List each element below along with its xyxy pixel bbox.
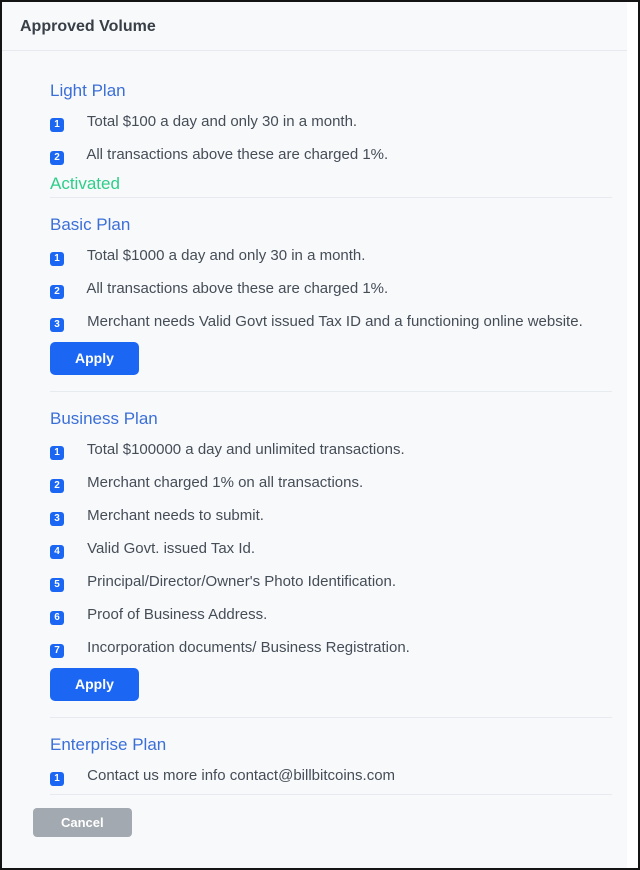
apply-button[interactable]: Apply: [50, 342, 139, 375]
scrollbar-gutter: [627, 2, 638, 868]
plan-item: [50, 473, 612, 493]
plans: [50, 80, 612, 795]
item-number-badge-icon: 3: [50, 318, 64, 332]
item-number-badge-icon: 2: [50, 285, 64, 299]
item-text: Merchant needs Valid Govt issued Tax ID and a functioning online website.: [83, 313, 583, 330]
plan-section: [50, 408, 612, 715]
plan-item: [50, 506, 612, 526]
apply-button[interactable]: Apply: [50, 668, 139, 701]
item-number-badge-icon: 6: [50, 611, 64, 625]
item-text: Contact us more info contact@billbitcoins.com: [83, 767, 396, 784]
plan-title: Light Plan: [50, 81, 126, 100]
section-divider: [50, 717, 612, 718]
item-text: All transactions above these are charged 1%.: [83, 280, 389, 297]
dialog-header: [2, 2, 638, 51]
plan-title: Basic Plan: [50, 215, 131, 234]
item-number-badge-icon: 7: [50, 644, 64, 658]
item-text: Merchant charged 1% on all transactions.: [83, 474, 364, 491]
plan-item: [50, 440, 612, 460]
plan-item: [50, 112, 612, 132]
item-number-badge-icon: 1: [50, 772, 64, 786]
item-text: Total $100 a day and only 30 in a month.: [83, 113, 358, 130]
item-number-badge-icon: 4: [50, 545, 64, 559]
item-number-badge-icon: 2: [50, 479, 64, 493]
plan-item: [50, 766, 612, 786]
plan-title: Enterprise Plan: [50, 735, 167, 754]
item-text: Incorporation documents/ Business Registration.: [83, 639, 410, 656]
item-number-badge-icon: 1: [50, 118, 64, 132]
plan-items: [50, 440, 612, 658]
item-number-badge-icon: 1: [50, 446, 64, 460]
plan-item: [50, 246, 612, 266]
plan-item: [50, 539, 612, 559]
plan-item: [50, 572, 612, 592]
cancel-button[interactable]: Cancel: [33, 808, 132, 837]
section-divider: [50, 197, 612, 198]
plan-item: [50, 605, 612, 625]
item-text: Principal/Director/Owner's Photo Identification.: [83, 573, 397, 590]
plan-section: [50, 734, 612, 786]
dialog-body: [2, 51, 638, 795]
item-text: Merchant needs to submit.: [83, 507, 264, 524]
item-number-badge-icon: 5: [50, 578, 64, 592]
item-text: Total $1000 a day and only 30 in a month.: [83, 247, 366, 264]
plan-items: [50, 112, 612, 165]
item-number-badge-icon: 2: [50, 151, 64, 165]
plan-section: [50, 214, 612, 389]
plan-item: [50, 145, 612, 165]
item-text: Total $100000 a day and unlimited transactions.: [83, 441, 405, 458]
section-divider: [50, 391, 612, 392]
dialog-title: Approved Volume: [20, 18, 156, 35]
item-text: Proof of Business Address.: [83, 606, 268, 623]
plan-title: Business Plan: [50, 409, 158, 428]
item-text: Valid Govt. issued Tax Id.: [83, 540, 256, 557]
item-text: All transactions above these are charged 1%.: [83, 146, 389, 163]
plan-status-activated: Activated: [50, 174, 120, 193]
plan-section: [50, 80, 612, 195]
item-number-badge-icon: 3: [50, 512, 64, 526]
dialog-footer: [2, 795, 638, 837]
plan-item: [50, 279, 612, 299]
plan-items: [50, 766, 612, 786]
plan-items: [50, 246, 612, 332]
item-number-badge-icon: 1: [50, 252, 64, 266]
plan-item: [50, 312, 612, 332]
plan-item: [50, 638, 612, 658]
